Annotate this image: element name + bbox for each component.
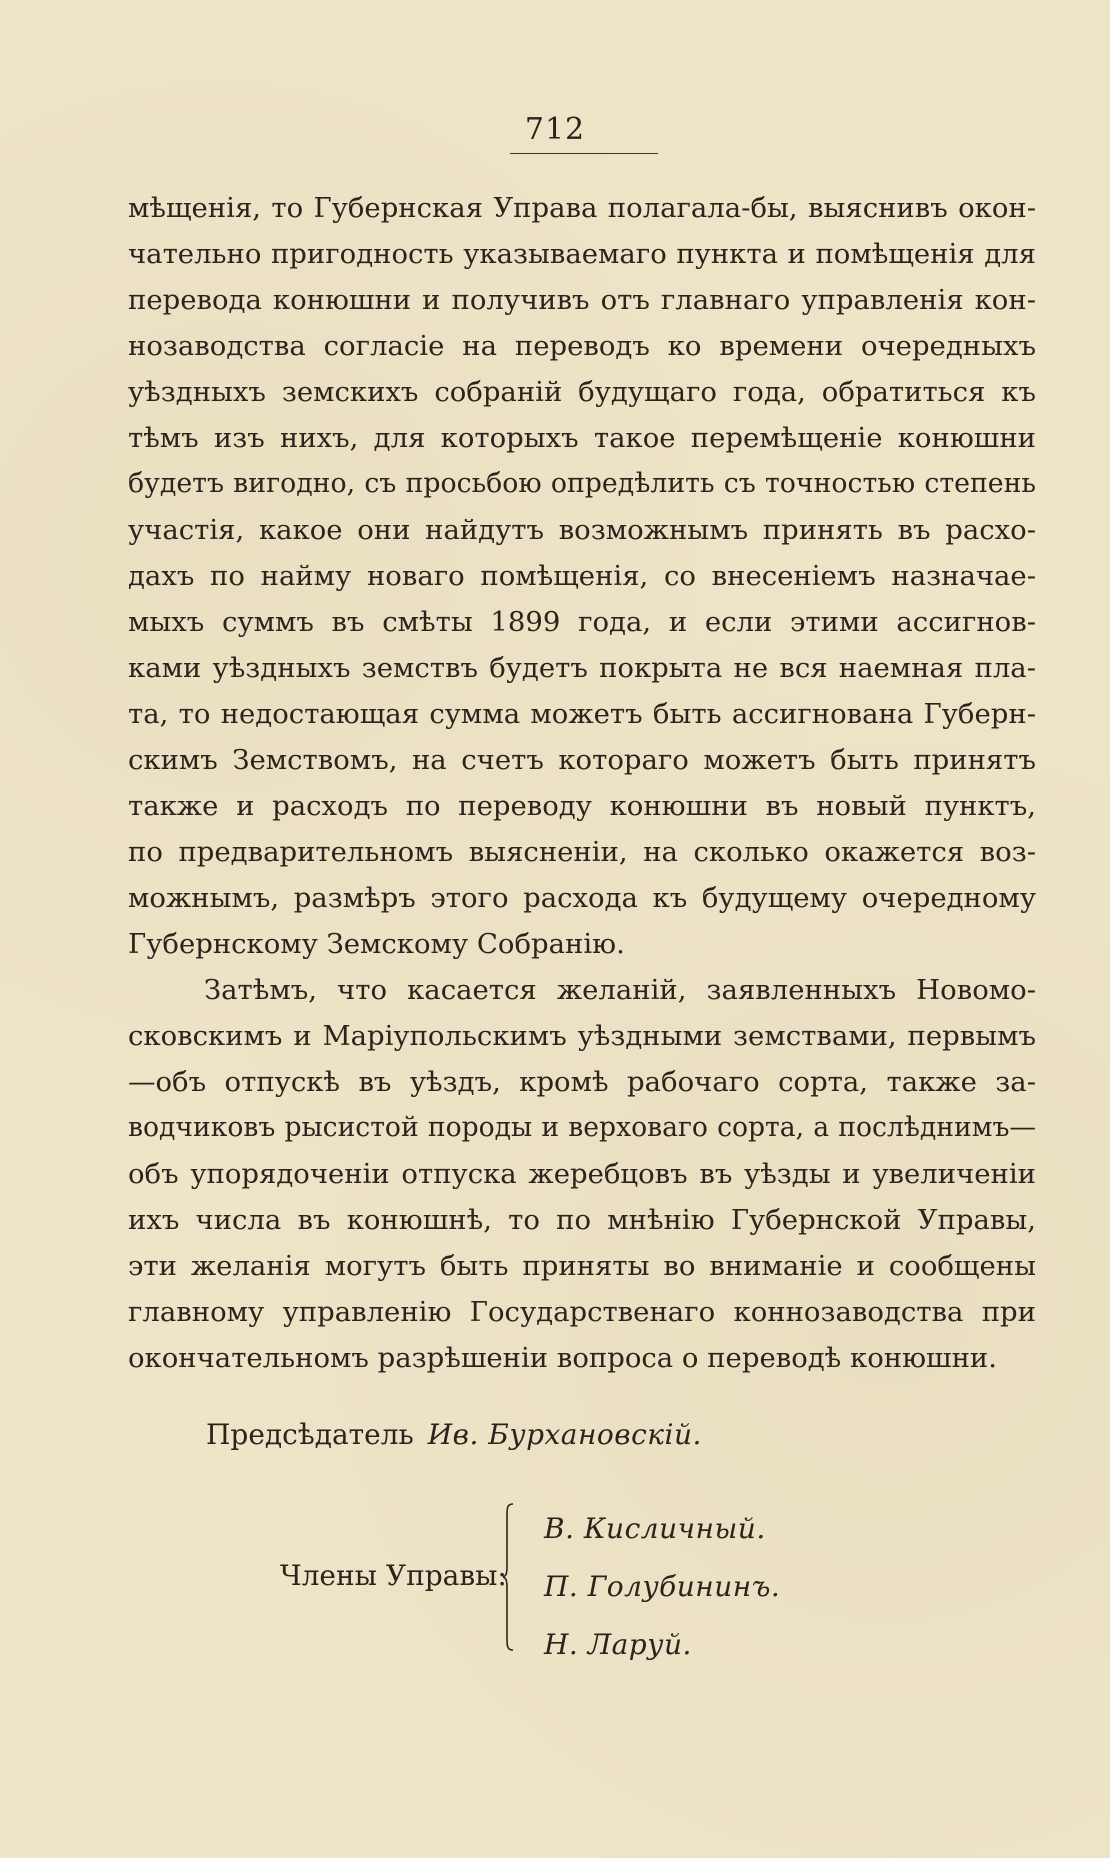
text-line: можнымъ, размѣръ этого расхода къ будущему очередному [128, 882, 1036, 914]
member-name: П. Голубининъ. [544, 1570, 781, 1603]
chair-label: Предсѣдатель [206, 1418, 414, 1451]
text-line: ихъ числа въ конюшнѣ, то по мнѣнію Губернской Управы, [128, 1204, 1036, 1236]
text-line: чательно пригодность указываемаго пункта и помѣщенія для [128, 238, 1036, 270]
text-line: будетъ вигодно, съ просьбою опредѣлить съ точностью степень [128, 468, 1036, 499]
text-line: скимъ Земствомъ, на счетъ котораго можетъ быть принятъ [128, 744, 1036, 776]
text-line: эти желанія могутъ быть приняты во вниманіе и сообщены [128, 1250, 1036, 1282]
text-line: по предварительномъ выясненіи, на сколько окажется воз- [128, 836, 1036, 868]
member-name: Н. Ларуй. [544, 1628, 692, 1661]
members-label: Члены Управы: [280, 1559, 507, 1592]
text-line: участія, какое они найдутъ возможнымъ принять въ расхо- [128, 514, 1036, 546]
chair-signature [206, 1418, 702, 1451]
chair-name: Ив. Бурхановскій. [427, 1418, 702, 1451]
text-line: та, то недостающая сумма можетъ быть ассигнована Губерн- [128, 698, 1036, 730]
member-names [544, 1500, 780, 1674]
page-number: 712 [524, 112, 586, 147]
text-line: уѣздныхъ земскихъ собраній будущаго года, обратиться къ [128, 376, 1036, 408]
page-number-rule [510, 153, 658, 154]
text-line: нозаводства согласіе на переводъ ко времени очередныхъ [128, 330, 1036, 362]
text-line: сковскимъ и Маріупольскимъ уѣздными земствами, первымъ [128, 1020, 1036, 1052]
text-line: дахъ по найму новаго помѣщенія, со внесеніемъ назначае- [128, 560, 1036, 592]
text-line: также и расходъ по переводу конюшни въ новый пунктъ, [128, 790, 1036, 822]
text-line: окончательномъ разрѣшеніи вопроса о переводѣ конюшни. [128, 1342, 997, 1374]
text-line: Затѣмъ, что касается желаній, заявленныхъ Новомо- [204, 974, 1036, 1006]
text-line: тѣмъ изъ нихъ, для которыхъ такое перемѣщеніе конюшни [128, 422, 1036, 454]
text-line: —объ отпускѣ въ уѣздъ, кромѣ рабочаго сорта, также за- [128, 1066, 1036, 1098]
body-text [128, 185, 1036, 1381]
text-line: перевода конюшни и получивъ отъ главнаго управленія кон- [128, 284, 1036, 316]
text-line: объ упорядоченіи отпуска жеребцовъ въ уѣзды и увеличеніи [128, 1158, 1036, 1190]
text-line: Губернскому Земскому Собранію. [128, 928, 625, 960]
text-line: мѣщенія, то Губернская Управа полагала-бы, выяснивъ окон- [128, 192, 1036, 224]
text-line: мыхъ суммъ въ смѣты 1899 года, и если этими ассигнов- [128, 606, 1036, 638]
member-name: В. Кисличный. [544, 1512, 766, 1545]
text-line: ками уѣздныхъ земствъ будетъ покрыта не вся наемная пла- [128, 652, 1036, 684]
text-line: главному управленію Государствeнаго коннозаводства при [128, 1296, 1036, 1328]
text-line: водчиковъ рысистой породы и верховаго сорта, а послѣднимъ— [128, 1112, 1036, 1143]
curly-brace [503, 1502, 515, 1652]
